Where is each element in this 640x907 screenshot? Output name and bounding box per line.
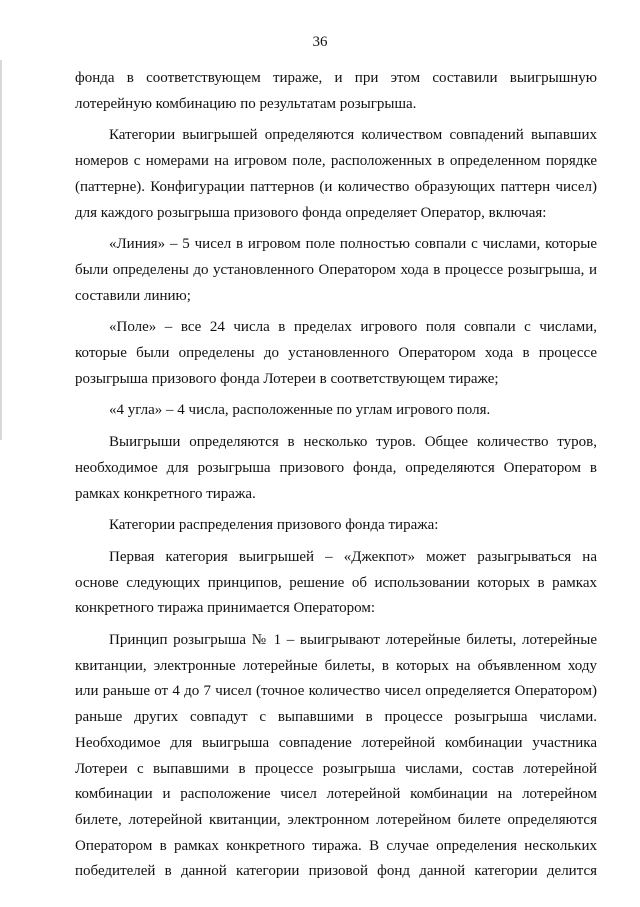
paragraph [75,232,597,309]
paragraph [75,513,597,539]
text-line: Принцип розыгрыша № 1 – выигрывают лотерейные билеты, лотерейные [109,632,597,649]
text-line: или раньше от 4 до 7 чисел (точное количество чисел определяется Оператором) [75,683,597,700]
text-line: которые были определены до установленного Оператором хода в процессе [75,345,597,362]
text-line: раньше других совпадут с выпавшими в процессе розыгрыша числами. [75,709,597,726]
text-line: Выигрыши определяются в несколько туров. Общее количество туров, [109,434,597,451]
text-line: были определены до установленного Оператором хода в процессе розыгрыша, и [75,261,597,278]
document-body [75,66,597,891]
text-line: составили линию; [75,287,191,304]
paragraph [75,315,597,392]
text-line: Лотереи с выпавшими в процессе розыгрыша числами, состав лотерейной [75,760,597,777]
text-line: розыгрыша призового фонда Лотереи в соответствующем тираже; [75,370,499,387]
text-line: «Поле» – все 24 числа в пределах игрового поля совпали с числами, [109,319,597,336]
text-line: (паттерне). Конфигурации паттернов (и количество образующих паттерн чисел) [75,178,597,195]
text-line: необходимое для розыгрыша призового фонда, определяются Оператором в [75,459,597,476]
scan-edge-mark [0,60,2,440]
paragraph [75,66,597,117]
paragraph [75,430,597,507]
text-line: комбинации и расположение чисел лотерейной комбинации на лотерейном [75,786,597,803]
paragraph [75,398,597,424]
text-line: конкретного тиража принимается Оператором: [75,600,375,617]
text-line: «Линия» – 5 чисел в игровом поле полностью совпали с числами, которые [109,236,597,253]
page-number: 36 [312,34,328,50]
paragraph [75,123,597,226]
text-line: Первая категория выигрышей – «Джекпот» может разыгрываться на [109,548,597,565]
text-line: «4 угла» – 4 числа, расположенные по углам игрового поля. [109,402,491,419]
text-line: Категории выигрышей определяются количеством совпадений выпавших [109,127,597,144]
text-line: победителей в данной категории призовой фонд данной категории делится [75,863,597,880]
text-line: рамках конкретного тиража. [75,485,256,502]
text-line: основе следующих принципов, решение об использовании которых в рамках [75,574,597,591]
text-line: для каждого розыгрыша призового фонда определяет Оператор, включая: [75,204,547,221]
text-line: номеров с номерами на игровом поле, расположенных в определенном порядке [75,153,597,170]
text-line: фонда в соответствующем тираже, и при этом составили выигрышную [75,70,597,86]
paragraph [75,628,597,885]
text-line: билете, лотерейной квитанции, электронном лотерейном билете определяются [75,811,597,828]
text-line: Необходимое для выигрыша совпадение лотерейной комбинации участника [75,734,597,751]
text-line: Категории распределения призового фонда тиража: [109,517,439,534]
text-line: лотерейную комбинацию по результатам розыгрыша. [75,95,417,112]
paragraph [75,545,597,622]
text-line: квитанции, электронные лотерейные билеты, в которых на объявленном ходу [75,657,597,674]
text-line: Оператором в рамках конкретного тиража. В случае определения нескольких [75,837,597,854]
